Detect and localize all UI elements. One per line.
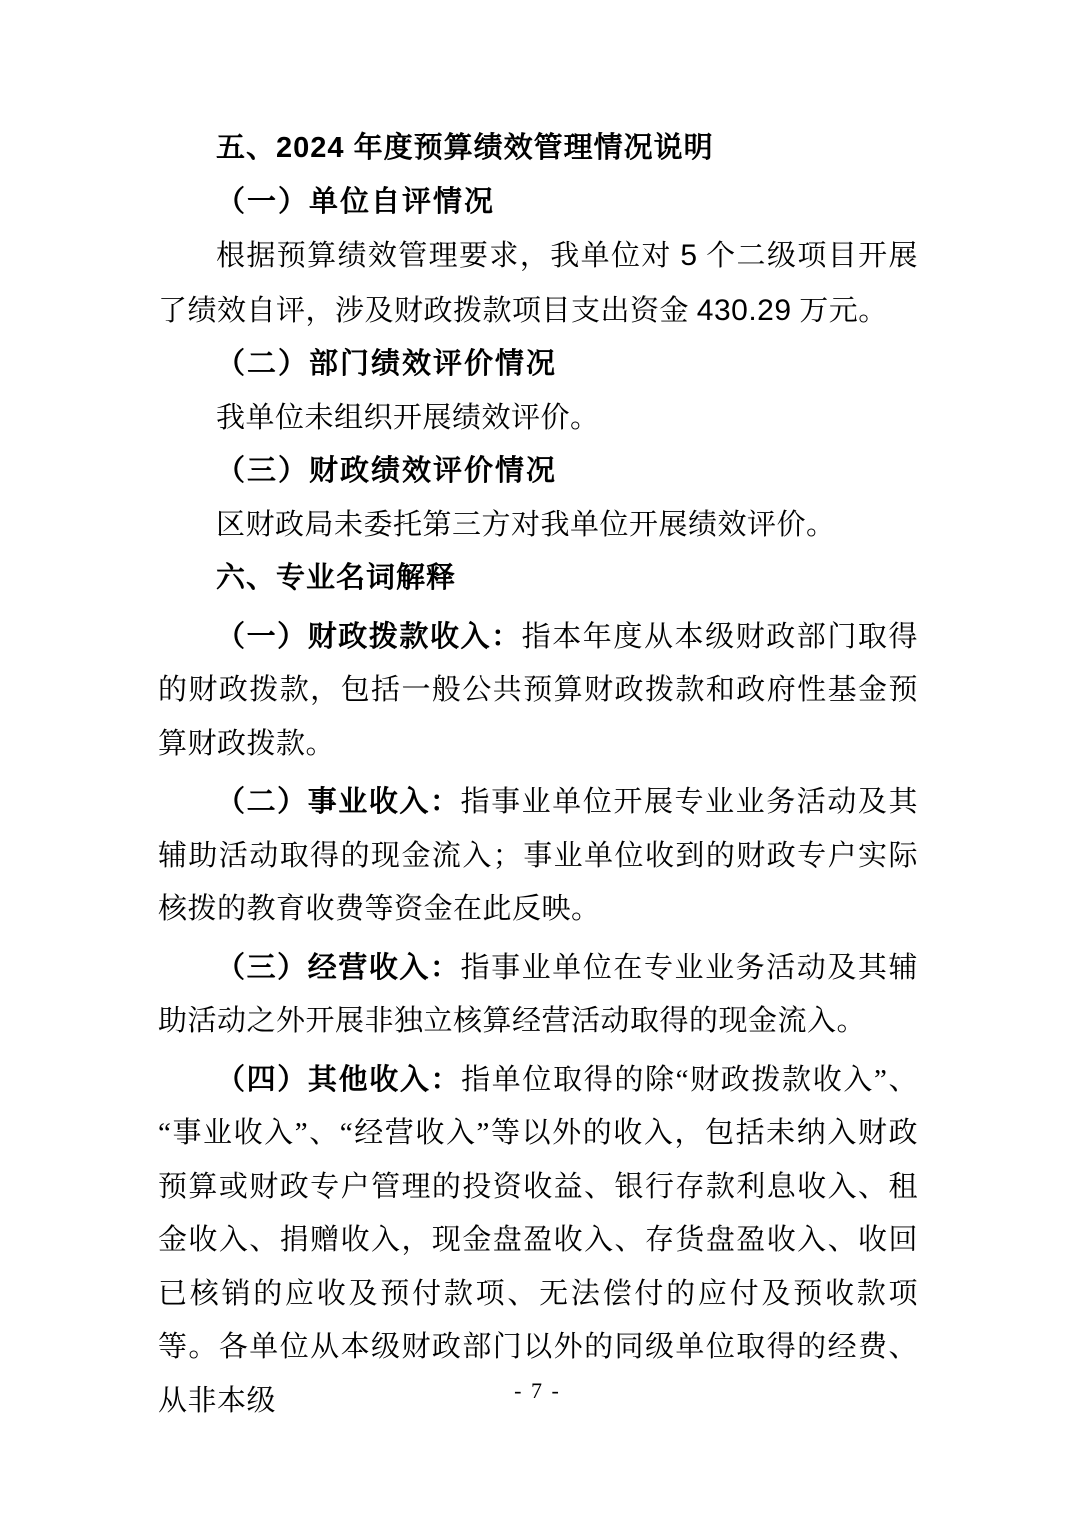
term-lead: （三）经营收入：	[216, 951, 461, 984]
section-5-sub2-heading: （二）部门绩效评价情况	[216, 348, 558, 380]
term-definition: 指事业单位在专业业务活动及其辅助活动之外开展非独立核算经营活动取得的现金流入。	[158, 951, 918, 1037]
term-definition: 指事业单位开展专业业务活动及其辅助活动取得的现金流入；事业单位收到的财政专户实际核拨的教育收费等资金在此反映。	[158, 786, 918, 925]
term-paragraph-other-income	[158, 1054, 918, 1429]
finance-evaluation-paragraph: 区财政局未委托第三方对我单位开展绩效评价。	[216, 508, 836, 541]
term-lead: （一）财政拨款收入：	[216, 620, 522, 653]
page-number: - 7 -	[514, 1378, 561, 1403]
term-definition: 指本年度从本级财政部门取得的财政拨款，包括一般公共预算财政拨款和政府性基金预算财政拨款。	[158, 620, 918, 760]
term-definition: 指单位取得的除“财政拨款收入”、“事业收入”、“经营收入”等以外的收入，包括未纳入财政预算或财政专户管理的投资收益、银行存款利息收入、租金收入、捐赠收入，现金盘盈收入、存货盘盈收入、收回已核销的应收及预付款项、无法偿付的应付及预收款项等。各单位从本级财政部门以外的同级单位取得的经费、从非本级	[158, 1063, 918, 1417]
project-count-value: 5	[680, 239, 698, 272]
term-paragraph-fiscal-appropriation	[158, 611, 918, 772]
expenditure-amount-value: 430.29	[696, 293, 792, 327]
section-5-heading: 五、2024 年度预算绩效管理情况说明	[216, 132, 714, 164]
section-6-heading: 六、专业名词解释	[216, 562, 457, 594]
text-run: 万元。	[791, 294, 888, 327]
term-paragraph-operating-income	[158, 776, 918, 937]
term-lead: （四）其他收入：	[216, 1063, 462, 1096]
section-5-sub1-heading: （一）单位自评情况	[216, 185, 496, 218]
term-paragraph-business-income	[158, 942, 918, 1049]
text-run: 个二级项目开展了绩效自评，涉及财政拨款项目支出资金	[158, 240, 918, 327]
document-content	[158, 122, 918, 1428]
self-evaluation-paragraph	[158, 229, 918, 338]
text-run: 根据预算绩效管理要求，我单位对	[216, 240, 681, 272]
section-5-sub3-heading: （三）财政绩效评价情况	[216, 455, 558, 487]
department-evaluation-paragraph: 我单位未组织开展绩效评价。	[216, 401, 600, 434]
term-lead: （二）事业收入：	[216, 786, 461, 818]
